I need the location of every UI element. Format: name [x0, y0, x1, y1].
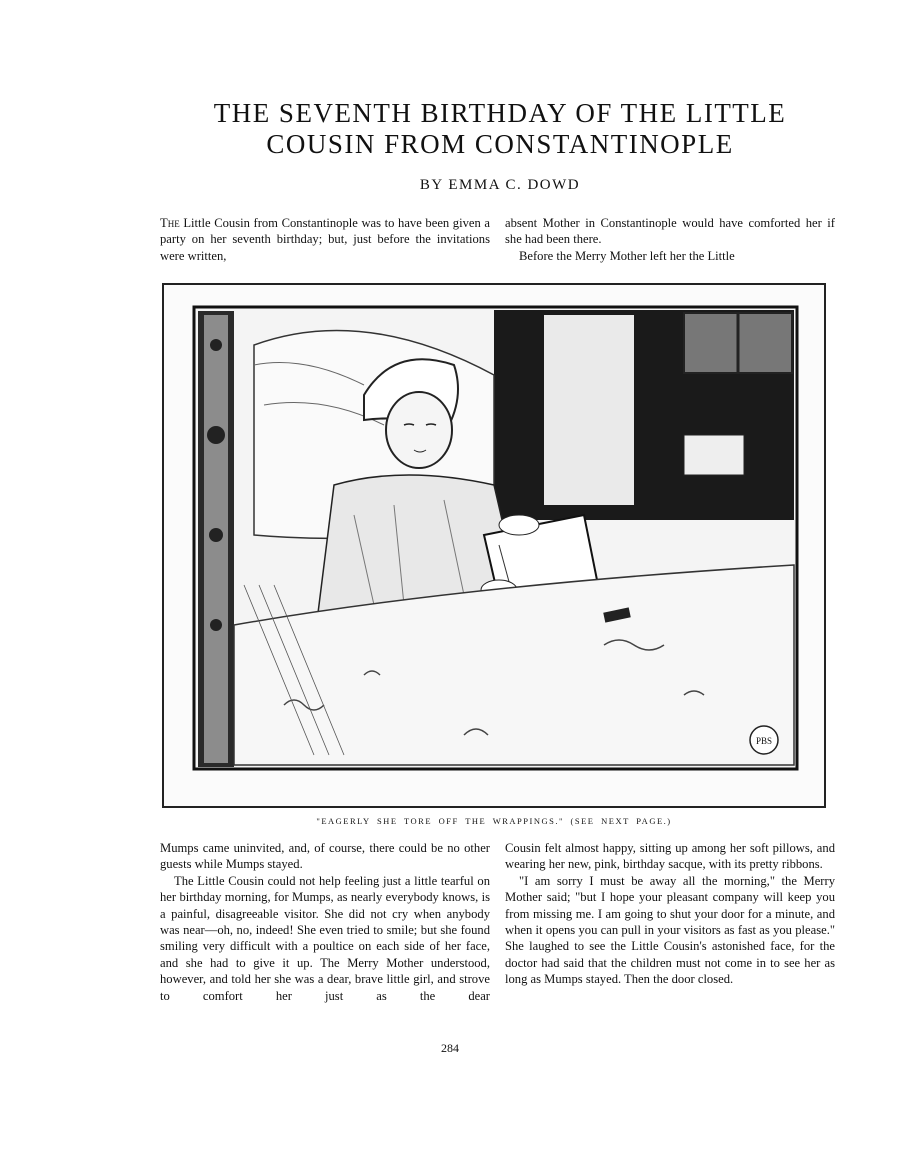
body-left-paragraph-1: Mumps came uninvited, and, of course, there could be no other guests while Mumps stayed.	[160, 841, 490, 872]
intro-right-paragraph-1: absent Mother in Constantinople would have comforted her if she had been there.	[505, 216, 835, 247]
intro-right-column	[505, 215, 835, 264]
body-left-paragraph-2: The Little Cousin could not help feeling just a little tearful on her birthday morning, for Mumps, as nearly everybody knows, is a painful, disagreeable visitor. She did not cry when anybody was near—oh, no, indeed! She even tried to smile; but she found smiling very difficult with a poultice on each side of her face, and she had to give it up. The Merry Mother understood, however, and told her she was a dear, brave little girl, and strove to comfort her just as the dear	[160, 873, 490, 1003]
intro-left-paragraph: The Little Cousin from Constantinople was to have been given a party on her seventh birthday; but, just before the invitations were written,	[160, 216, 490, 263]
intro-left-column	[160, 215, 490, 264]
artist-monogram: PBS	[755, 736, 773, 746]
body-right-paragraph-1: Cousin felt almost happy, sitting up among her soft pillows, and wearing her new, pink, birthday sacque, with its pretty ribbons.	[505, 841, 835, 872]
body-left-column	[160, 840, 490, 1004]
article-title	[150, 98, 850, 160]
drop-word: The	[160, 216, 180, 230]
table-box	[684, 435, 744, 475]
illustration	[164, 285, 824, 806]
illustration-plate	[162, 283, 826, 808]
body-right-paragraph-2: "I am sorry I must be away all the morning," the Merry Mother said; "but I hope your pleasant company will keep you from missing me. I am going to shut your door for a minute, and when it opens you can pull in your visitors as fast as you please." She laughed to see the Little Cousin's astonished face, for the doctor had said that the children must not come in to see her as long as Mumps stayed. Then the door closed.	[505, 873, 835, 987]
child-face	[386, 392, 452, 468]
illustration-caption: "EAGERLY SHE TORE OFF THE WRAPPINGS." (SEE NEXT PAGE.)	[316, 816, 672, 826]
title-line-2: COUSIN FROM CONSTANTINOPLE	[266, 129, 734, 159]
light-wall	[544, 315, 634, 505]
title-line-1: THE SEVENTH BIRTHDAY OF THE LITTLE	[213, 98, 787, 128]
page-number: 284	[441, 1041, 459, 1055]
body-right-column	[505, 840, 835, 988]
byline: BY EMMA C. DOWD	[419, 177, 581, 193]
intro-right-paragraph-2: Before the Merry Mother left her the Little	[519, 248, 735, 263]
